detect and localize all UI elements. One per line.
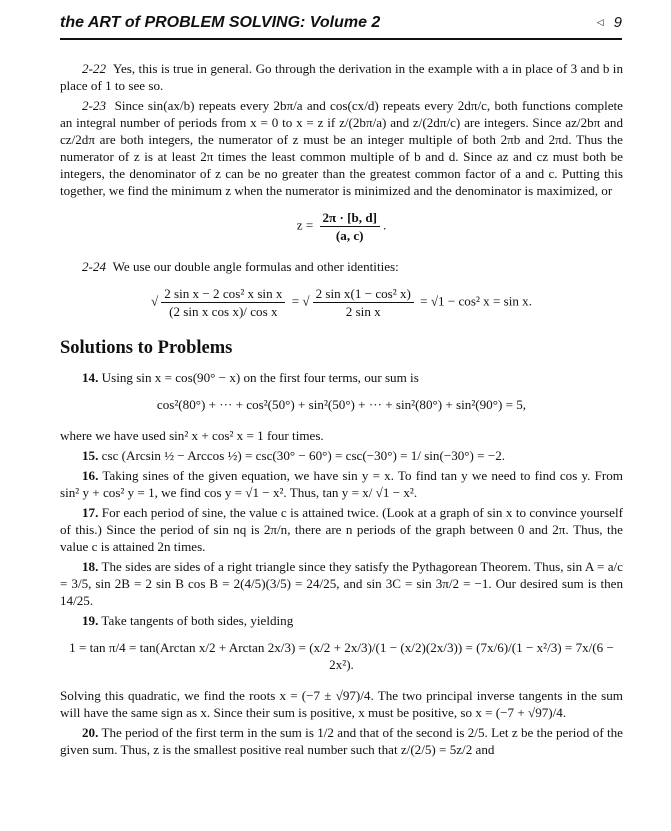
solution-19 xyxy=(60,612,623,629)
solution-text: The sides are sides of a right triangle since they satisfy the Pythagorean Theorem. Thus, sin A = a/c = 3/5, sin 2B = 2 sin B cos B = 2(4/5)(3/5) = 24/25, and sin 3C = sin 3π/2 = −1. Our desired sum is then 14/25. xyxy=(60,559,623,608)
solution-number: 19. xyxy=(82,613,99,628)
page-header xyxy=(60,12,622,40)
solution-number: 17. xyxy=(82,505,99,520)
fraction-denominator: (a, c) xyxy=(335,228,364,243)
answer-2-22 xyxy=(60,60,623,94)
equation-lhs: z = xyxy=(296,217,314,233)
triangle-left-icon: ◁ xyxy=(596,17,604,27)
equation-tail: = √1 − cos² x = sin x. xyxy=(420,293,532,309)
answer-2-24 xyxy=(60,258,623,275)
equation-tangent: 1 = tan π/4 = tan(Arctan x/2 + Arctan 2x/3) = (x/2 + 2x/3)/(1 − (x/2)(2x/3)) = (7x/6)/(1 − x²/3) = 7x/(6 − 2x²). xyxy=(69,640,614,672)
fraction-denominator: (2 sin x cos x)/ cos x xyxy=(169,304,278,319)
solution-text: For each period of sine, the value c is attained twice. (Look at a graph of sin x to convince yourself of this.) Since the period of sin nq is 2π/n, there are n periods of the graph between 0 and 2π. Thus, the value c is attained 2n times. xyxy=(60,505,623,554)
solution-text: Taking sines of the given equation, we have sin y = x. To find tan y we need to find cos y. From sin² y + cos² y = 1, we find cos y = √1 − x². Thus, tan y = x/ √1 − x². xyxy=(60,468,623,500)
answer-label: 2-24 xyxy=(82,259,107,274)
page-number-value: 9 xyxy=(613,14,622,31)
solution-18 xyxy=(60,558,623,609)
answer-label: 2-23 xyxy=(82,98,107,113)
solution-17 xyxy=(60,504,623,555)
solution-number: 14. xyxy=(82,370,99,385)
fraction-numerator: 2 sin x(1 − cos² x) xyxy=(313,285,414,303)
sqrt-radical-2: √ $\frac{\text{2 sin x(1 − cos² x)}}{\text{2 sin x}}$ xyxy=(302,285,417,320)
answer-text: Yes, this is true in general. Go through the derivation in the example with a in place of 3 and b in place of 1 to see so. xyxy=(60,61,623,93)
solution-19-followup: Solving this quadratic, we find the roots x = (−7 ± √97)/4. The two principal inverse tangents in the sum will have the same sign as x. Since their sum is positive, x must be positive, so x = (−7 + √97)/4. xyxy=(60,688,623,720)
book-title: the ART of PROBLEM SOLVING: Volume 2 xyxy=(60,14,381,31)
solution-number: 18. xyxy=(82,559,99,574)
fraction-denominator: 2 sin x xyxy=(345,304,381,319)
answer-label: 2-22 xyxy=(82,61,107,76)
equation-identity: √ $\frac{\text{2 sin x − 2 cos² x sin x}}{\text{(2 sin x cos x)/ cos x}}$ = √ $\frac{\text{2 sin x(1 − cos² x)}}{\text{2 sin x}}$ = √1 − cos² x = sin x. xyxy=(151,286,532,319)
solution-15 xyxy=(60,447,623,464)
answer-text: We use our double angle formulas and other identities: xyxy=(112,259,399,274)
solution-20 xyxy=(60,724,623,758)
solution-number: 16. xyxy=(82,468,99,483)
fraction xyxy=(320,209,380,244)
answer-text: Since sin(ax/b) repeats every 2bπ/a and cos(cx/d) repeats every 2dπ/c, both functions complete an integral number of periods from x = 0 to x = z if z/(2bπ/a) and z/(2dπ/c) are integers. Since az/2bπ and cz/2dπ are both integers, the numerator of z must be an integer multiple of both 2πb and 2πd. Thus the numerator of z is at least 2π times the least common multiple of b and d. Since az and cz must both be integers, the denominator of z can be no greater than the greatest common factor of a and c. Putting this together, we find the minimum z when the numerator is minimized and the denominator is maximized, or xyxy=(60,98,623,198)
solution-text: csc (Arcsin ½ − Arccos ½) = csc(30° − 60°) = csc(−30°) = 1/ sin(−30°) = −2. xyxy=(101,448,506,463)
page-body xyxy=(60,60,623,761)
fraction-numerator: 2π · [b, d] xyxy=(320,209,380,227)
fraction xyxy=(313,285,414,320)
fraction-numerator: 2 sin x − 2 cos² x sin x xyxy=(161,285,285,303)
equation-z: z = $\frac{2\pi \cdot [b, d]}{(a, c)}$ . xyxy=(296,210,387,243)
solution-text: Take tangents of both sides, yielding xyxy=(101,613,294,628)
fraction xyxy=(161,285,285,320)
solution-text: The period of the first term in the sum is 1/2 and that of the second is 2/5. Let z be the period of the given sum. Thus, z is the smallest positive real number such that z/(2/5) = 5z/2 and xyxy=(60,725,623,757)
solution-14 xyxy=(60,369,623,386)
solution-number: 15. xyxy=(82,448,99,463)
equation-sum: cos²(80°) + ··· + cos²(50°) + sin²(50°) + ··· + sin²(80°) + sin²(90°) = 5, xyxy=(156,397,527,412)
solution-text: Using sin x = cos(90° − x) on the first four terms, our sum is xyxy=(101,370,419,385)
section-title: Solutions to Problems xyxy=(60,338,233,358)
solution-number: 20. xyxy=(82,725,99,740)
solution-16 xyxy=(60,467,623,501)
sqrt-radical-1: √ $\frac{\text{2 sin x − 2 cos² x sin x}}{\text{(2 sin x cos x)/ cos x}}$ xyxy=(151,285,288,320)
answer-2-23 xyxy=(60,97,623,199)
page-number xyxy=(597,14,622,31)
solution-14-followup: where we have used sin² x + cos² x = 1 four times. xyxy=(60,428,324,443)
